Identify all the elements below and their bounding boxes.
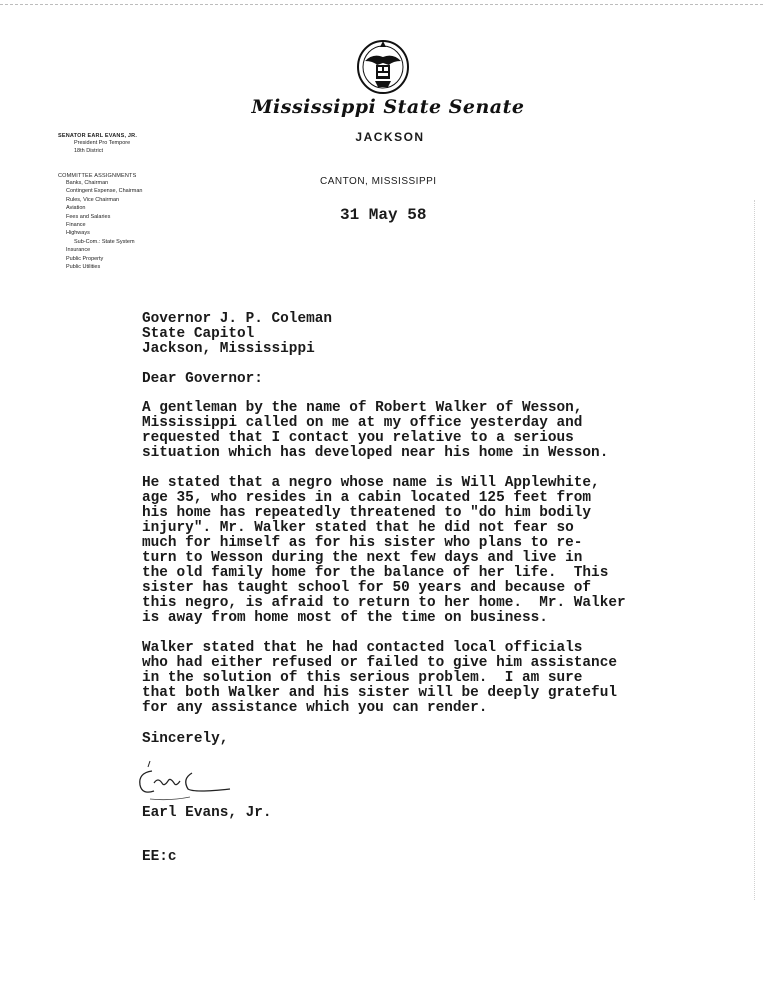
page-right-edge	[753, 200, 755, 900]
senator-district: 18th District	[74, 148, 104, 154]
address-line: State Capitol	[142, 326, 255, 342]
letter-date: 31 May 58	[340, 206, 427, 224]
handwritten-signature	[130, 755, 240, 807]
text-line: sister has taught school for 50 years and because of	[142, 580, 592, 596]
text-line: Walker stated that he had contacted local officials	[142, 640, 583, 656]
state-seal-icon	[355, 35, 411, 95]
senator-role: President Pro Tempore	[74, 140, 131, 146]
committee-item: Banks, Chairman	[66, 180, 109, 186]
senator-sidebar	[58, 133, 218, 271]
text-line: requested that I contact you relative to a serious	[142, 430, 574, 446]
text-line: Mississippi called on me at my office yesterday and	[142, 415, 583, 431]
paragraph-3	[142, 641, 682, 716]
text-line: situation which has developed near his home in Wesson.	[142, 445, 609, 461]
page-top-edge	[0, 4, 763, 5]
text-line: much for himself as for his sister who plans to re-	[142, 535, 583, 551]
text-line: is away from home most of the time on business.	[142, 610, 548, 626]
committee-item: Fees and Salaries	[66, 213, 111, 220]
paragraph-2	[142, 476, 682, 626]
committee-item: Aviation	[66, 205, 86, 212]
typist-initials: EE:c	[142, 849, 177, 865]
text-line: in the solution of this serious problem. I am sure	[142, 670, 583, 686]
letter-location: CANTON, MISSISSIPPI	[320, 176, 437, 187]
committee-item: Highways	[66, 230, 90, 237]
text-line: his home has repeatedly threatened to "do him bodily	[142, 505, 592, 521]
senator-name: SENATOR EARL EVANS, JR.	[58, 133, 138, 139]
committee-item: Finance	[66, 222, 86, 229]
signer-name: Earl Evans, Jr.	[142, 805, 272, 821]
text-line: who had either refused or failed to give him assistance	[142, 655, 617, 671]
text-line: injury". Mr. Walker stated that he did not fear so	[142, 520, 574, 536]
committee-item: Sub-Com.: State System	[74, 238, 135, 245]
closing: Sincerely,	[142, 731, 229, 747]
committee-item: Insurance	[66, 247, 91, 254]
text-line: A gentleman by the name of Robert Walker of Wesson,	[142, 400, 583, 416]
committee-heading: COMMITTEE ASSIGNMENTS	[58, 173, 137, 179]
committee-item: Rules, Vice Chairman	[66, 196, 120, 203]
committee-item: Contingent Expense, Chairman	[66, 188, 143, 195]
address-line: Jackson, Mississippi	[142, 341, 315, 357]
text-line: this negro, is afraid to return to her home. Mr. Walker	[142, 595, 626, 611]
text-line: that both Walker and his sister will be deeply grateful	[142, 685, 617, 701]
committee-item: Public Utilities	[66, 264, 101, 271]
paragraph-1	[142, 401, 682, 461]
letterhead-city: JACKSON	[355, 130, 425, 144]
text-line: age 35, who resides in a cabin located 125 feet from	[142, 490, 592, 506]
text-line: the old family home for the balance of her life. This	[142, 565, 609, 581]
text-line: He stated that a negro whose name is Will Applewhite,	[142, 475, 600, 491]
salutation: Dear Governor:	[142, 371, 263, 387]
committee-item: Public Property	[66, 255, 104, 262]
text-line: turn to Wesson during the next few days and live in	[142, 550, 583, 566]
recipient-address	[142, 312, 332, 357]
address-line: Governor J. P. Coleman	[142, 311, 332, 327]
text-line: for any assistance which you can render.	[142, 700, 488, 716]
senate-title: Mississippi State Senate	[251, 96, 525, 118]
